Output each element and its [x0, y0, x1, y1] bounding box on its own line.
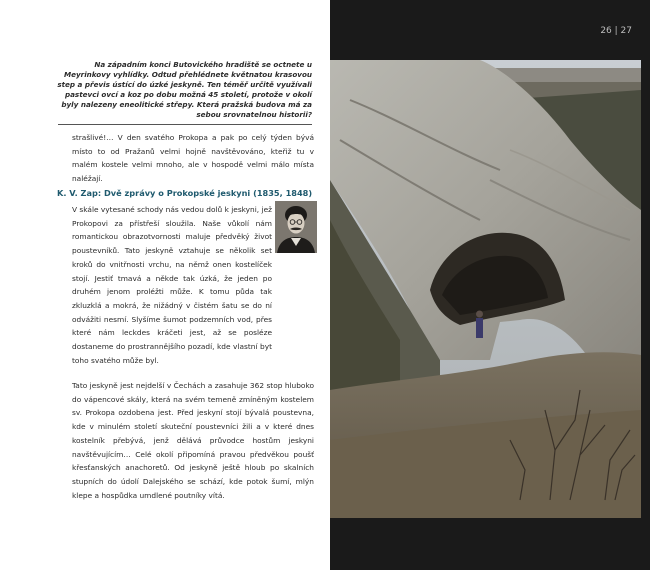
cave-photo: [330, 60, 641, 518]
section-heading: K. V. Zap: Dvě zprávy o Prokopské jeskyni (1835, 1848): [57, 188, 313, 198]
cave-rock-image: [330, 60, 641, 518]
author-portrait: [275, 201, 317, 253]
paragraph-zap-first: V skále vytesané schody nás vedou dolů k jeskyni, jež Prokopovi za přístřeší sloužila. Naše vůkolí nám romantickou obrazotvornosti maluje předvěký život poustevníků. Tato jeskyně vztahuje se několik set kroků do vnitřnosti vrchu, na němž onen kostelíček stojí. Jestiť tmavá a někde tak úzká, že jeden po druhém jenom proléžti může. K tomu půda tak zkluzklá a mokrá, že nižádný v čistém šatu se do ní odvážiti nesmí. Slyšíme šumot podzemních vod, přes které nám leckdes kráčeti jest, až se posléze dostaneme do prostrannějšího pozadí, kde vlastní byt toho svatého může byl.: [72, 205, 272, 365]
caption-divider: [58, 124, 312, 125]
page-number: 26 | 27: [600, 26, 632, 36]
paragraph-zap-second: Tato jeskyně jest nejdelší v Čechách a zasahuje 362 stop hluboko do vápencové skály, která na svém temeně zmíněným kostelem sv. Prokopa ozdobena jest. Před jeskyní stojí bývalá poustevna, kde v minulém století skuteční poustevníci žili a v které dnes kostelník přebývá, jenž dělává průvodce hostům jeskyni navštěvujícím… Celé okolí připomíná pravou předvěkou poušť křesťanských anachoretů. Od jeskyně ještě hloub po skalních stupních do údolí Dalejského se schází, kde potok šumí, mlýn klepe a hospůdka umdlené poutníky vítá.: [72, 381, 314, 500]
paragraph-continuation: strašlivé!… V den svatého Prokopa a pak po celý týden bývá místo to od Pražanů velmi hojně navštěvováno, kteřiž tu v malém kostele velmi mnoho, ale v hospodě velmi málo místa naléžají.: [72, 133, 314, 184]
portrait-image: [275, 201, 317, 253]
photo-caption: Na západním konci Butovického hradiště se octnete u Meyrinkovy vyhlídky. Odtud přehlédnete květnatou krasovou step a převis ústící do úzké jeskyně. Ten téměř určitě využívali pastevci ovcí a koz po dobu možná 45 století, protože v okolí byly nalezeny eneolitické střepy. Která pražská budova má za sebou srovnatelnou historii?: [57, 60, 312, 120]
